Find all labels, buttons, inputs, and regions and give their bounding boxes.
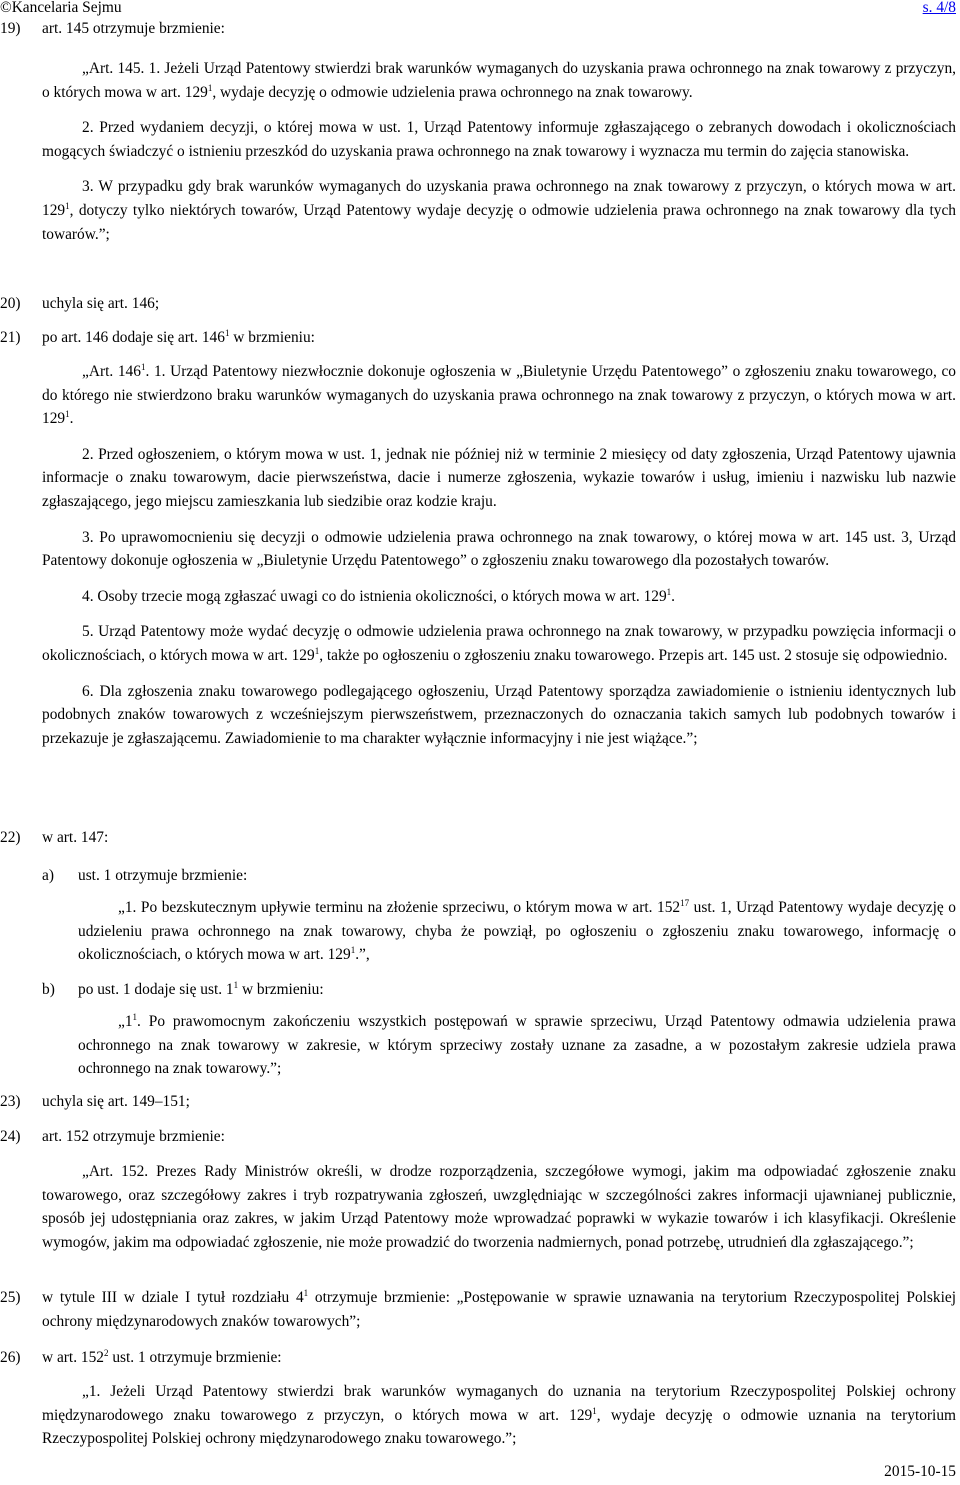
art-145-block xyxy=(42,57,956,246)
footer-date: 2015-10-15 xyxy=(884,1463,956,1480)
item-number: 19) xyxy=(0,20,21,37)
art-152-2-block xyxy=(42,1380,956,1451)
art-145-par-2: 2. Przed wydaniem decyzji, o której mowa w ust. 1, Urząd Patentowy informuje zgłaszającego o zebranych dowodach i okolicznościach mogących świadczyć o istnieniu przeszkód do uzyskania prawa ochronnego na znak towarowy i wyznacza mu termin do zajęcia stanowiska. xyxy=(42,119,956,160)
art-146-1-par-6: 6. Dla zgłoszenia znaku towarowego podlegającego ogłoszeniu, Urząd Patentowy sporządza zawiadomienie o istnieniu identycznych lub podobnych znaków towarowych z wcześniejszym pierwszeństwem, przeznaczonych do oznaczania takich samych lub podobnych towarów i przekazuje je zgłaszającemu. Zawiadomienie to ma charakter wyłącznie informacyjny i nie jest wiążące.”; xyxy=(42,682,956,747)
item-intro: art. 145 otrzymuje brzmienie: xyxy=(42,20,225,37)
item-intro: art. 152 otrzymuje brzmienie: xyxy=(42,1128,225,1145)
item-intro: w art. 147: xyxy=(42,829,109,846)
item-intro: w art. $152^2$ ust. 1 otrzymuje brzmienie: xyxy=(42,1348,282,1366)
item-text: uchyla się art. 146; xyxy=(42,295,160,312)
item-intro: po art. 146 dodaje się art. $146^1$ w brzmieniu: xyxy=(42,328,315,346)
art-146-1-par-2: 2. Przed ogłoszeniem, o którym mowa w ust. 1, jednak nie później niż w terminie 2 miesięcy od daty zgłoszenia, Urząd Patentowy ujawnia informacje o znaku towarowym, dacie pierwszeństwa, dacie i numerze zgłoszenia, wykazie towarów i usług, imieniu i nazwisku lub nazwie zgłaszającego, jego miejscu zamieszkania lub siedzibie oraz kodzie kraju. xyxy=(42,445,956,510)
art-152-text: „Art. 152. Prezes Rady Ministrów określi, w drodze rozporządzenia, szczegółowe wymogi, jakim ma odpowiadać zgłoszenie znaku towarowego, oraz szczegółowy zakres i tryb rozpatrywania zgłoszeń, uwzględniając w szczególności zakres informacji ujawnianej publicznie, sposób jej udostępniania oraz zakres, w jakim Urząd Patentowy może wprowadzać poprawki w wykazie towarów i ich klasyfikacji. Określenie wymogów, jakim ma odpowiadać zgłoszenie, nie może prowadzić do tworzenia nadmiernych, ponad potrzebę, utrudnień dla zgłaszającego.”; xyxy=(42,1163,956,1251)
art-146-1-par-3: 3. Po uprawomocnieniu się decyzji o odmowie udzielenia prawa ochronnego na znak towarowy, o której mowa w art. 145 ust. 3, Urząd Patentowy dokonuje ogłoszenia w „Biuletynie Urzędu Patentowego” o zgłoszeniu znaku towarowego dla pozostałych towarów. xyxy=(42,528,956,570)
art-145-par-1: „Art. 145. 1. Jeżeli Urząd Patentowy stwierdzi brak warunków wymaganych do uzyskania prawa ochronnego na znak towarowy z przyczyn, o których mowa w art. $129^1$, wydaje decyzję o odmowie udzielenia prawa ochronnego na znak towarowy. xyxy=(42,60,956,101)
art-147-1-text: „1. Po bezskutecznym upływie terminu na złożenie sprzeciwu, o którym mowa w art. $152^{17}$ ust. 1, Urząd Patentowy wydaje decyzję o udzieleniu prawa ochronnego na znak towarowy, chyba że powziął, po ogłoszeniu o zgłoszeniu znaku towarowego, informację o okolicznościach, o których mowa w art. $129^1$.”, xyxy=(78,898,956,964)
item-number: 24) xyxy=(0,1128,21,1145)
art-146-1-par-1: „Art. $146^1$. 1. Urząd Patentowy niezwłocznie dokonuje ogłoszenia w „Biuletynie Urzędu Patentowego” o zgłoszeniu znaku towarowego, co do którego nie stwierdzono braku warunków wymaganych do uzyskania prawa ochronnego na znak towarowy z przyczyn, o których mowa w art. $129^1$. xyxy=(42,362,956,428)
art-147-1-1-block xyxy=(78,1010,956,1081)
art-146-1-par-5: 5. Urząd Patentowy może wydać decyzję o odmowie udzielenia prawa ochronnego na znak towarowy, w przypadku powzięcia informacji o okolicznościach, o których mowa w art. $129^1$, także po ogłoszeniu o zgłoszeniu znaku towarowego. Przepis art. 145 ust. 2 stosuje się odpowiednio. xyxy=(42,623,956,664)
copyright-text: ©Kancelaria Sejmu xyxy=(0,0,122,16)
item-text: uchyla się art. 149–151; xyxy=(42,1093,190,1110)
item-text: w tytule III w dziale I tytuł rozdziału $4^1$ otrzymuje brzmienie: „Postępowanie w sprawie uznawania na terytorium Rzeczypospolitej Polskiej ochrony międzynarodowych znaków towarowych”; xyxy=(42,1288,956,1330)
item-number: 22) xyxy=(0,829,21,846)
art-152-block xyxy=(42,1160,956,1254)
art-147-1-1-text: $„1^1$. Po prawomocnym zakończeniu wszystkich postępowań w sprawie sprzeciwu, Urząd Patentowy odmawia udzielenia prawa ochronnego na znak towarowy w zakresie, w którym sprzeciwy zostały uznane za zasadne, a w pozostałym zakresie udziela prawa ochronnego na znak towarowy.”; xyxy=(78,1012,956,1078)
sub-item-intro: po ust. 1 dodaje się ust. $1^1$ w brzmieniu: xyxy=(78,980,324,998)
sub-item-label: b) xyxy=(42,981,55,998)
item-number: 21) xyxy=(0,329,21,346)
art-147-1-block xyxy=(78,896,956,967)
item-number: 26) xyxy=(0,1349,21,1366)
page-header xyxy=(0,0,960,16)
item-number: 23) xyxy=(0,1093,21,1110)
sub-item-label: a) xyxy=(42,867,54,884)
sub-item-intro: ust. 1 otrzymuje brzmienie: xyxy=(78,867,248,884)
item-number: 25) xyxy=(0,1289,21,1306)
page-number-link[interactable]: s. 4/8 xyxy=(922,0,956,16)
art-146-1-par-4: 4. Osoby trzecie mogą zgłaszać uwagi co do istnienia okoliczności, o których mowa w art. $129^1$. xyxy=(82,586,676,605)
art-145-par-3: 3. W przypadku gdy brak warunków wymaganych do uzyskania prawa ochronnego na znak towarowy z przyczyn, o których mowa w art. $129^1$, dotyczy tylko niektórych towarów, Urząd Patentowy wydaje decyzję o odmowie udzielenia prawa ochronnego na znak towarowy dla tych towarów.”; xyxy=(42,178,956,243)
art-146-1-block xyxy=(42,360,956,750)
art-152-2-text: „1. Jeżeli Urząd Patentowy stwierdzi brak warunków wymaganych do uznania na terytorium Rzeczypospolitej Polskiej ochrony międzynarodowego znaku towarowego z przyczyn, o których mowa w art. $129^1$, wydaje decyzję o odmowie uznania na terytorium Rzeczypospolitej Polskiej ochrony międzynarodowego znaku towarowego.”; xyxy=(42,1383,956,1448)
item-number: 20) xyxy=(0,295,21,312)
